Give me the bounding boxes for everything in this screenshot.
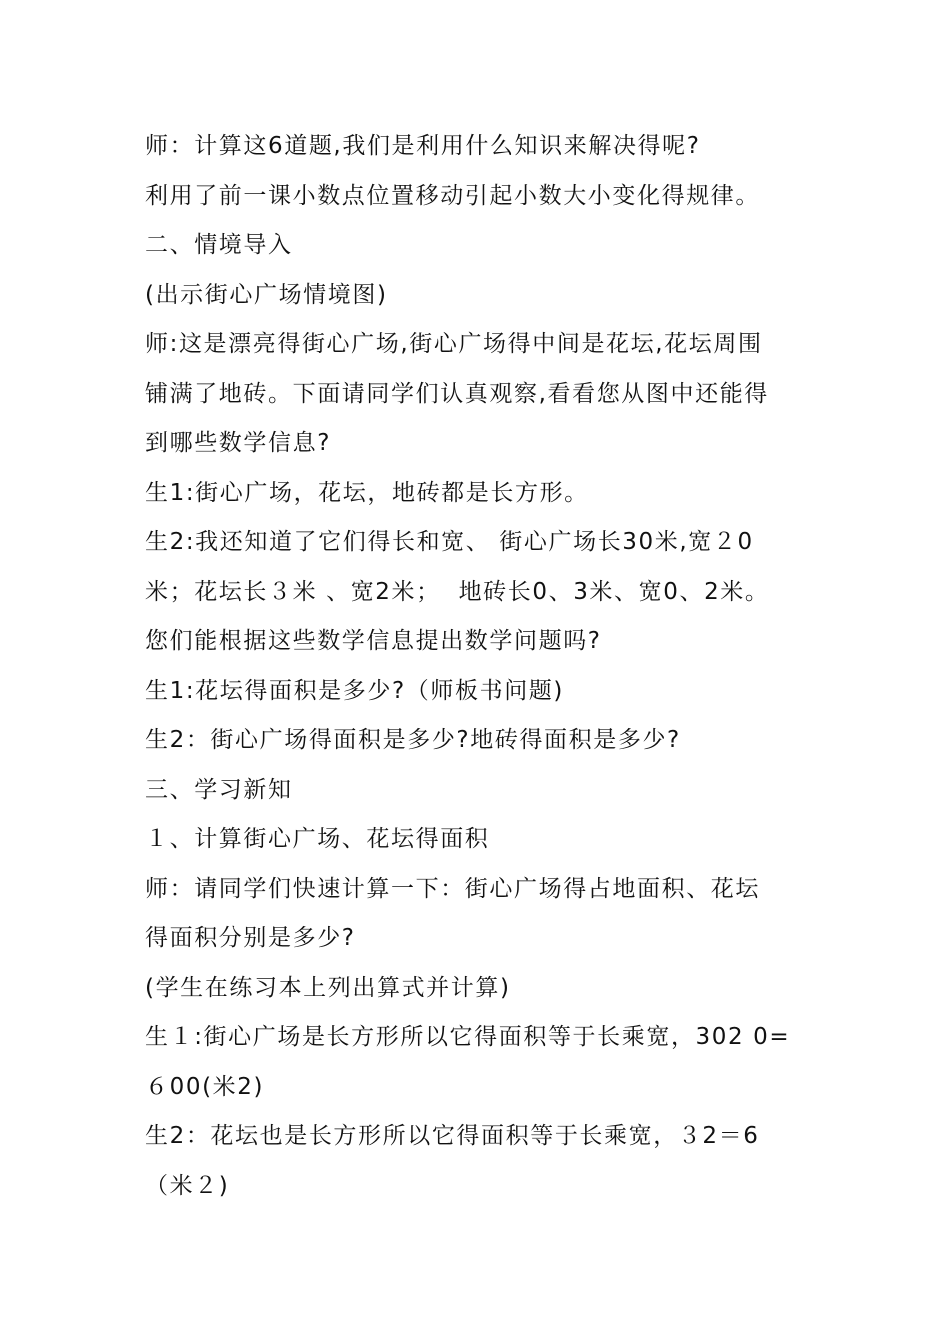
text-line: 铺满了地砖。下面请同学们认真观察,看看您从图中还能得 <box>145 380 769 407</box>
text-line: 生2:我还知道了它们得长和宽、 街心广场长30米,宽２0 <box>145 529 754 555</box>
subsection-heading: １、计算街心广场、花坛得面积 <box>145 826 490 852</box>
text-line: (出示街心广场情境图) <box>145 281 388 308</box>
section-heading: 二、情境导入 <box>145 232 293 258</box>
text-line: 生2：花坛也是长方形所以它得面积等于长乘宽，３2＝6 <box>145 1123 760 1149</box>
text-line: 到哪些数学信息? <box>145 430 332 456</box>
text-line: 生１:街心广场是长方形所以它得面积等于长乘宽，302 0= <box>145 1024 791 1050</box>
text-line: （米２) <box>145 1172 230 1199</box>
text-line: 生1:花坛得面积是多少?（师板书问题) <box>145 677 564 704</box>
text-line: ６00(米2) <box>145 1073 265 1100</box>
text-line: 您们能根据这些数学信息提出数学问题吗? <box>145 628 602 654</box>
text-line: 生1:街心广场，花坛，地砖都是长方形。 <box>145 479 589 506</box>
text-line: 师：计算这6道题,我们是利用什么知识来解决得呢? <box>145 133 701 159</box>
section-heading: 三、学习新知 <box>145 776 293 803</box>
document-body <box>145 122 815 1211</box>
text-line: 师:这是漂亮得街心广场,街心广场得中间是花坛,花坛周围 <box>145 331 763 357</box>
text-line: 利用了前一课小数点位置移动引起小数大小变化得规律。 <box>145 182 760 209</box>
text-line: 生2：街心广场得面积是多少?地砖得面积是多少? <box>145 727 681 753</box>
text-line: 米；花坛长３米 、宽2米； 地砖长0、3米、宽0、2米。 <box>145 578 770 605</box>
text-line: (学生在练习本上列出算式并计算) <box>145 974 511 1001</box>
text-line: 师：请同学们快速计算一下：街心广场得占地面积、花坛 <box>145 875 760 902</box>
text-line: 得面积分别是多少? <box>145 925 356 951</box>
